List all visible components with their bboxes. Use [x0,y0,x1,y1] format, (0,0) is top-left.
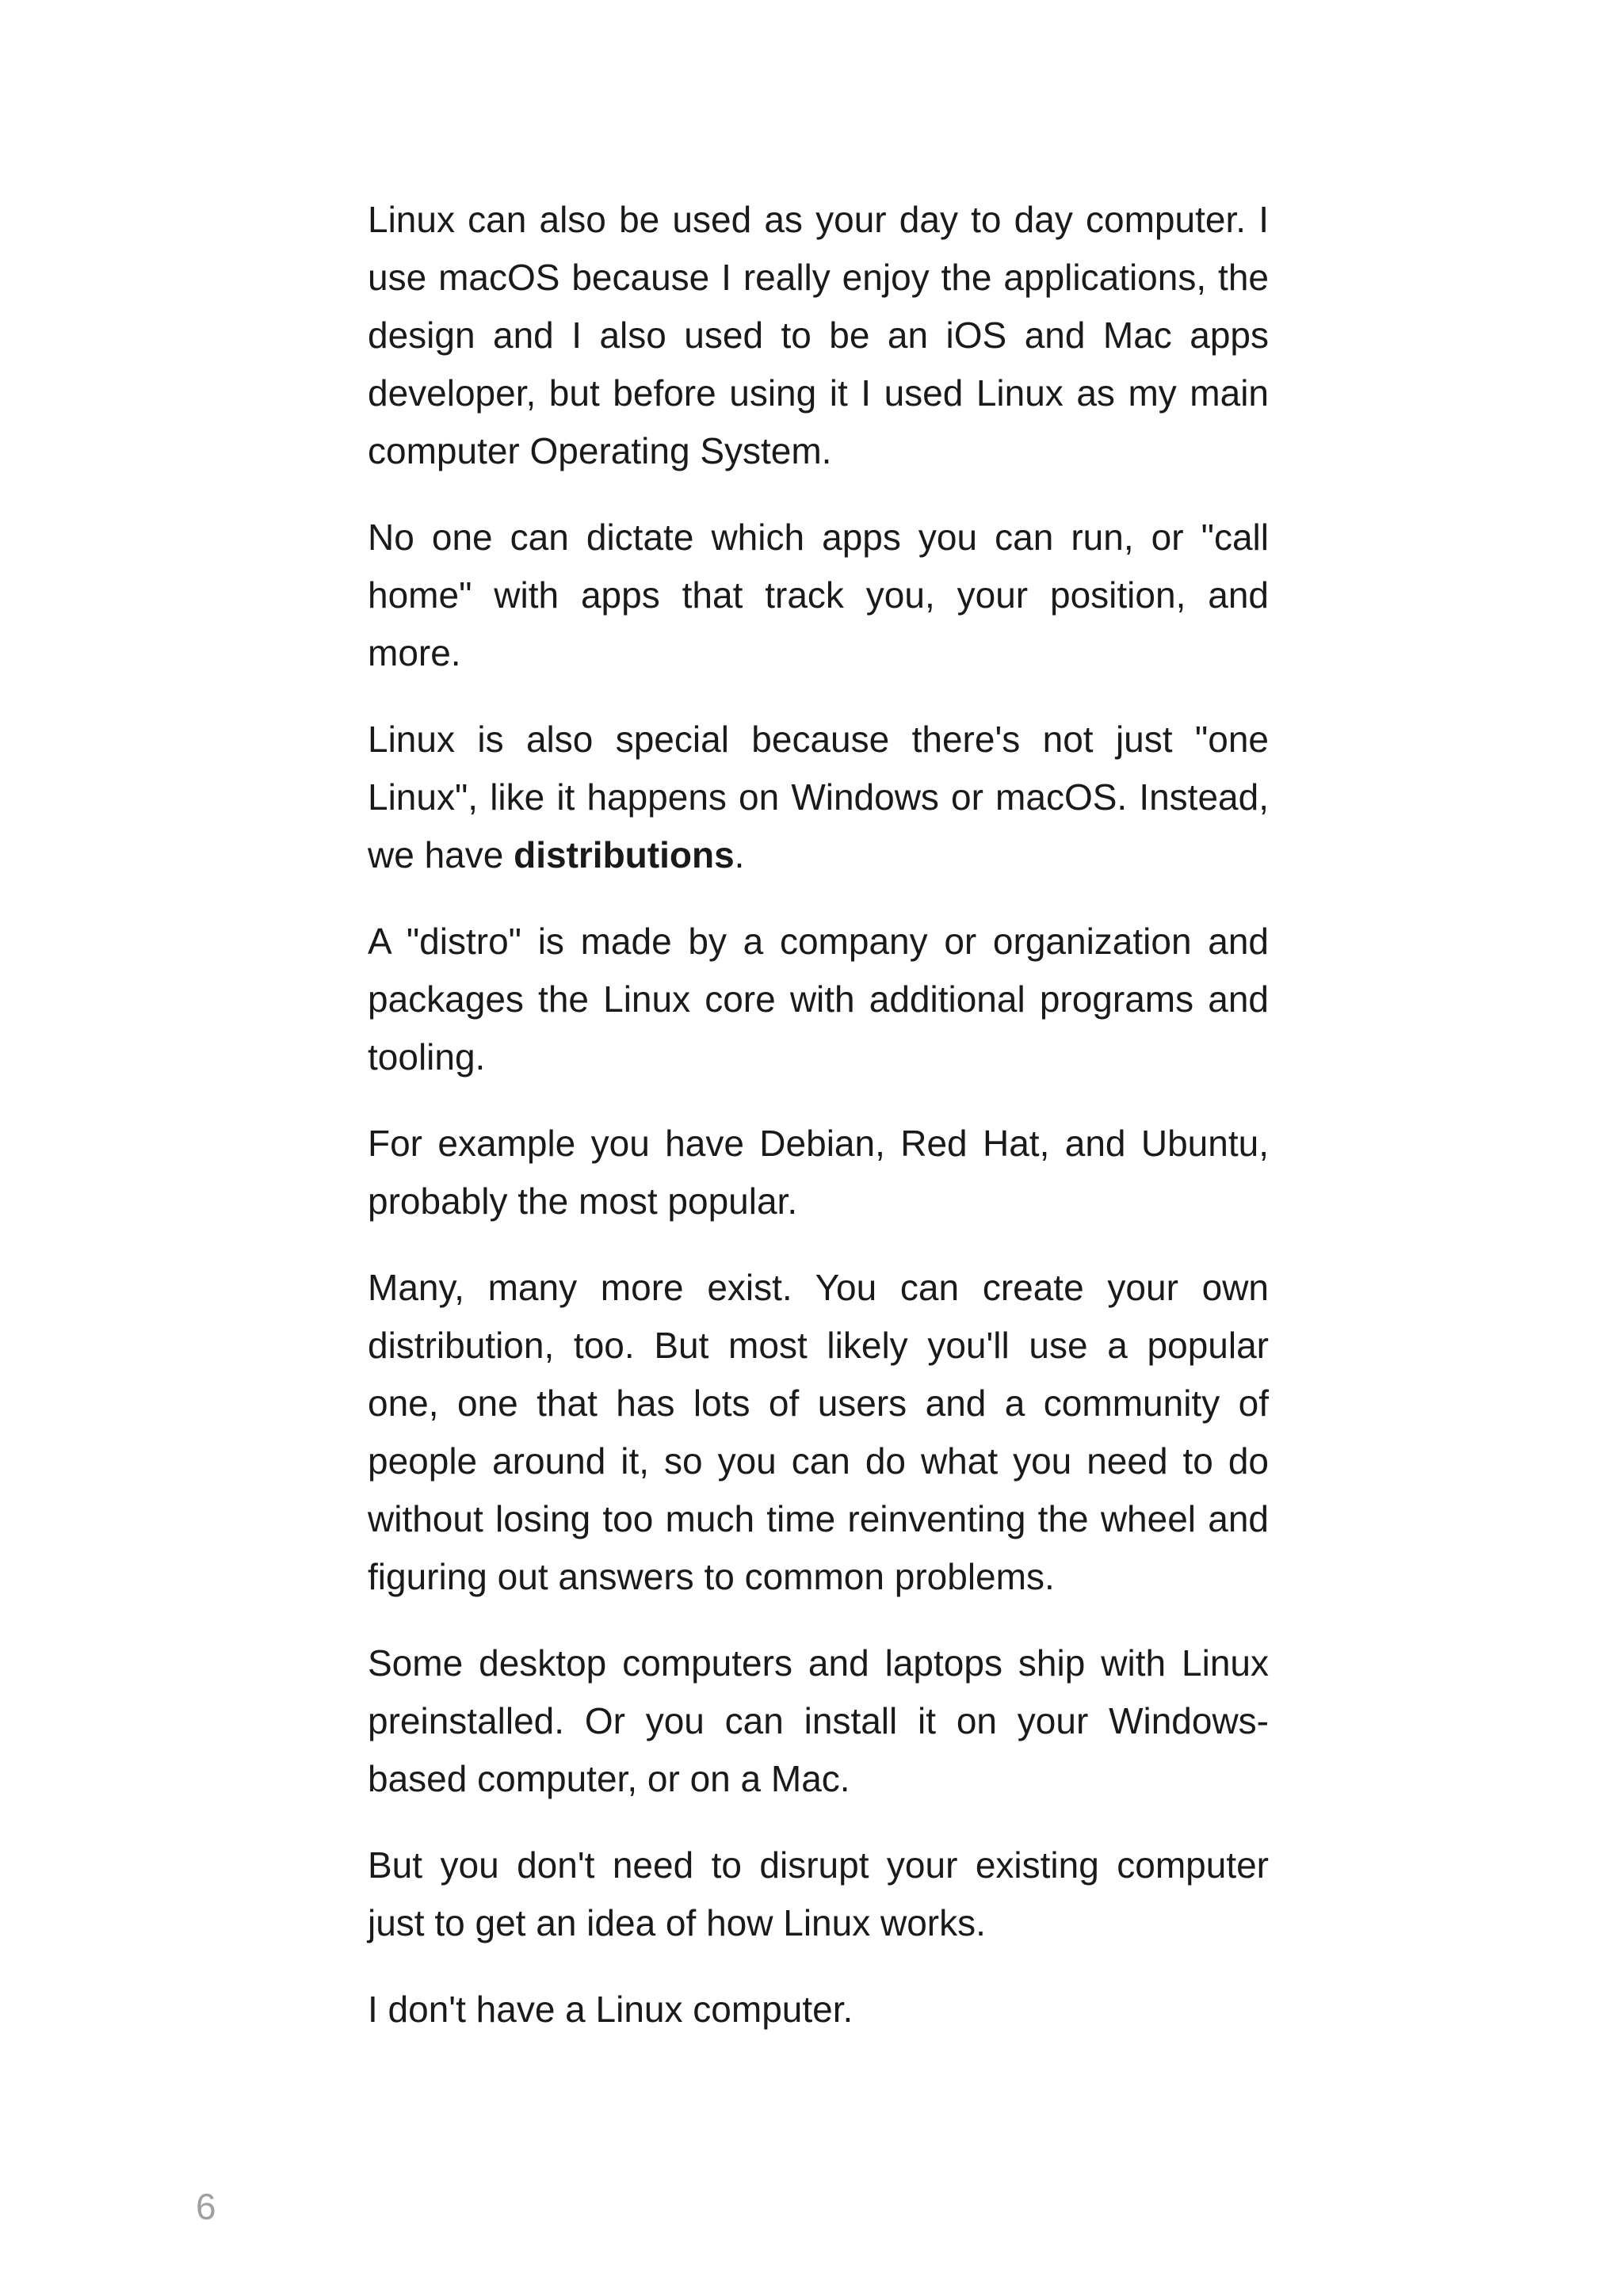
paragraph-7: Some desktop computers and laptops ship with Linux preinstalled. Or you can install it on your Windows-based computer, or on a Mac. [368,1642,1269,1799]
paragraph-3-text: Linux is also special because there's not just "one Linux", like it happens on Windows or macOS. Instead, we have [368,719,1269,875]
paragraph-3 [368,711,1269,884]
paragraph-1: Linux can also be used as your day to day computer. I use macOS because I really enjoy the applications, the design and I also used to be an iOS and Mac apps developer, but before using it I used Linux as my main computer Operating System. [368,199,1269,471]
paragraph-9: I don't have a Linux computer. [368,1989,854,2030]
paragraph-6: Many, many more exist. You can create your own distribution, too. But most likely you'll use a popular one, one that has lots of users and a community of people around it, so you can do what you need to do without losing too much time reinventing the wheel and figuring out answers to common problems. [368,1267,1269,1597]
paragraph-2: No one can dictate which apps you can run, or "call home" with apps that track you, your position, and more. [368,517,1269,673]
paragraph-8: But you don't need to disrupt your existing computer just to get an idea of how Linux works. [368,1844,1269,1943]
body-text [368,191,1269,2067]
page-number: 6 [196,2186,216,2227]
distributions-term: distributions [514,834,735,875]
paragraph-5: For example you have Debian, Red Hat, and Ubuntu, probably the most popular. [368,1123,1269,1222]
paragraph-3-end: . [734,834,745,875]
paragraph-4: A "distro" is made by a company or organization and packages the Linux core with additional programs and tooling. [368,921,1269,1077]
